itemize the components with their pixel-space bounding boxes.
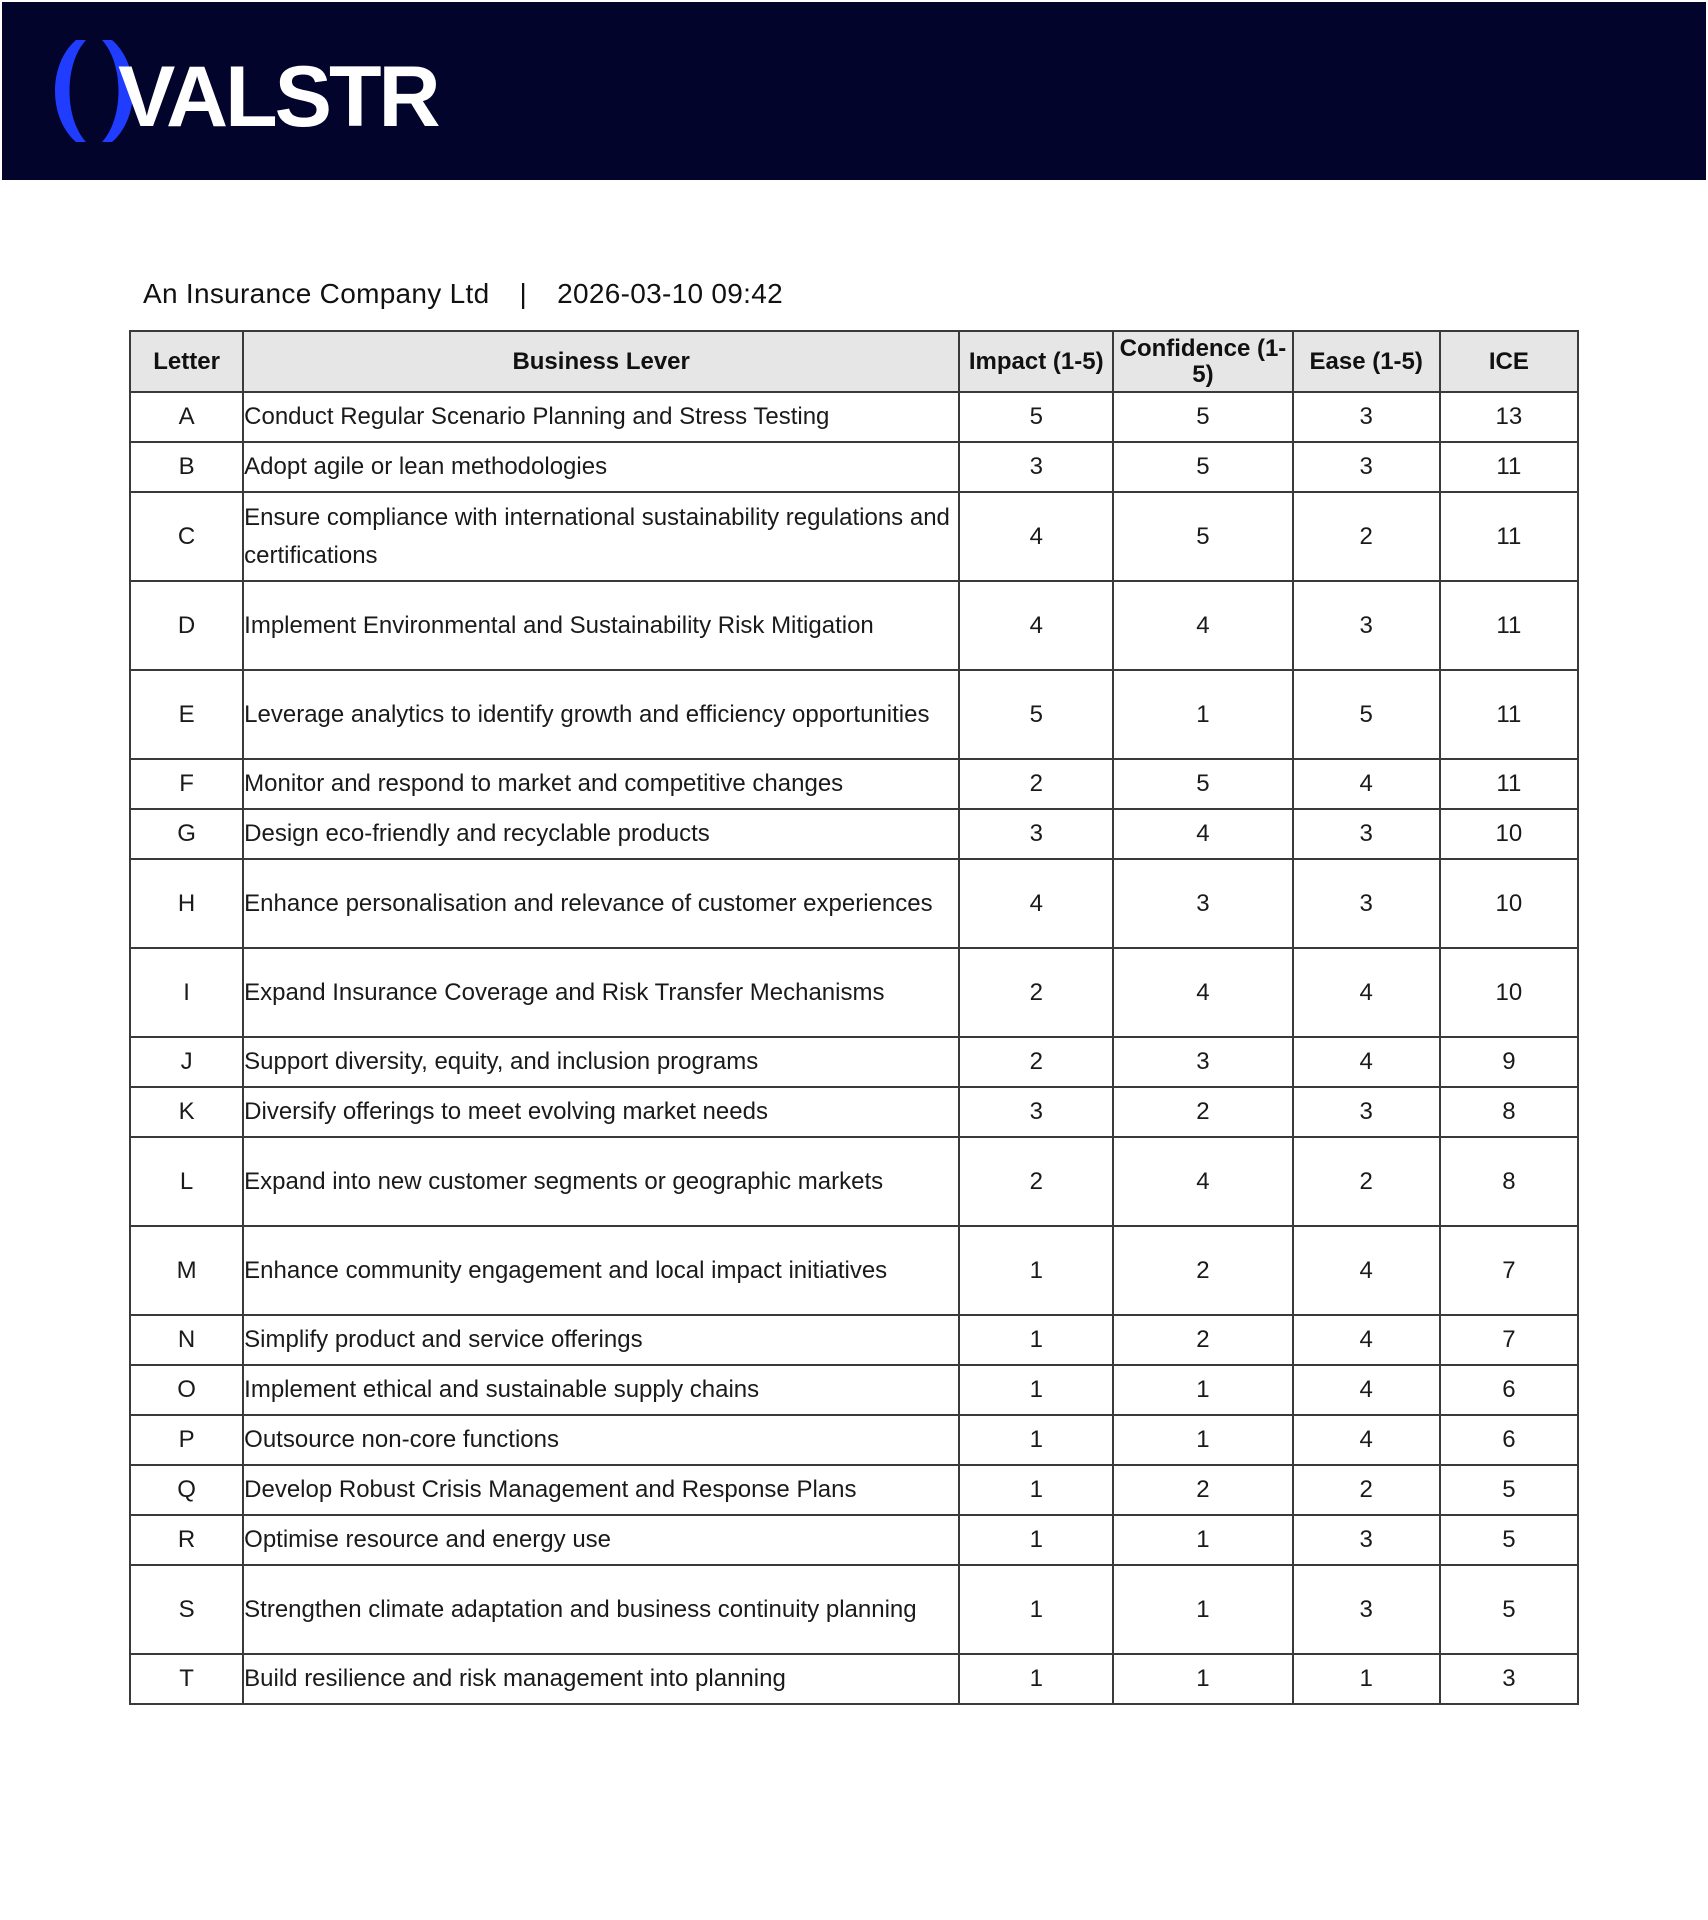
- cell-confidence: 2: [1113, 1087, 1292, 1137]
- table-row: [130, 392, 1578, 442]
- cell-ease: 3: [1293, 859, 1440, 948]
- cell-ice: 11: [1440, 759, 1578, 809]
- cell-ice: 11: [1440, 581, 1578, 670]
- cell-letter: K: [130, 1087, 243, 1137]
- cell-ease: 4: [1293, 1037, 1440, 1087]
- cell-impact: 2: [959, 948, 1113, 1037]
- cell-impact: 1: [959, 1465, 1113, 1515]
- cell-ease: 4: [1293, 1315, 1440, 1365]
- valstr-logo: [42, 36, 462, 146]
- cell-business-lever: Implement ethical and sustainable supply chains: [243, 1365, 959, 1415]
- cell-ice: 9: [1440, 1037, 1578, 1087]
- cell-impact: 5: [959, 670, 1113, 759]
- table-row: [130, 948, 1578, 1037]
- cell-ease: 3: [1293, 1087, 1440, 1137]
- cell-ease: 2: [1293, 1137, 1440, 1226]
- cell-ice: 11: [1440, 442, 1578, 492]
- cell-ease: 2: [1293, 1465, 1440, 1515]
- cell-ice: 5: [1440, 1465, 1578, 1515]
- cell-letter: O: [130, 1365, 243, 1415]
- cell-letter: F: [130, 759, 243, 809]
- cell-ease: 4: [1293, 1226, 1440, 1315]
- cell-letter: A: [130, 392, 243, 442]
- company-name: An Insurance Company Ltd: [143, 278, 490, 309]
- cell-ease: 5: [1293, 670, 1440, 759]
- cell-letter: L: [130, 1137, 243, 1226]
- cell-letter: R: [130, 1515, 243, 1565]
- table-row: [130, 1654, 1578, 1704]
- cell-impact: 4: [959, 859, 1113, 948]
- table-row: [130, 809, 1578, 859]
- table-row: [130, 1465, 1578, 1515]
- table-row: [130, 1415, 1578, 1465]
- cell-business-lever: Build resilience and risk management into planning: [243, 1654, 959, 1704]
- cell-impact: 1: [959, 1654, 1113, 1704]
- cell-impact: 1: [959, 1515, 1113, 1565]
- column-header-confidence: Confidence (1-5): [1113, 331, 1292, 392]
- header-banner: [2, 2, 1706, 180]
- cell-business-lever: Diversify offerings to meet evolving market needs: [243, 1087, 959, 1137]
- cell-ice: 11: [1440, 492, 1578, 581]
- cell-business-lever: Outsource non-core functions: [243, 1415, 959, 1465]
- cell-letter: D: [130, 581, 243, 670]
- cell-impact: 3: [959, 809, 1113, 859]
- cell-ease: 1: [1293, 1654, 1440, 1704]
- cell-impact: 1: [959, 1365, 1113, 1415]
- cell-confidence: 5: [1113, 759, 1292, 809]
- cell-letter: B: [130, 442, 243, 492]
- table-row: [130, 492, 1578, 581]
- cell-ice: 5: [1440, 1515, 1578, 1565]
- cell-confidence: 5: [1113, 442, 1292, 492]
- cell-impact: 1: [959, 1226, 1113, 1315]
- table-row: [130, 1315, 1578, 1365]
- cell-ease: 4: [1293, 759, 1440, 809]
- cell-letter: N: [130, 1315, 243, 1365]
- cell-ease: 4: [1293, 1415, 1440, 1465]
- cell-letter: H: [130, 859, 243, 948]
- cell-business-lever: Adopt agile or lean methodologies: [243, 442, 959, 492]
- cell-letter: S: [130, 1565, 243, 1654]
- cell-letter: E: [130, 670, 243, 759]
- cell-confidence: 2: [1113, 1226, 1292, 1315]
- cell-impact: 2: [959, 1137, 1113, 1226]
- table-row: [130, 1137, 1578, 1226]
- table-row: [130, 1365, 1578, 1415]
- cell-business-lever: Enhance community engagement and local impact initiatives: [243, 1226, 959, 1315]
- cell-ease: 3: [1293, 442, 1440, 492]
- cell-ease: 3: [1293, 809, 1440, 859]
- meta-separator: |: [519, 278, 528, 309]
- cell-ice: 5: [1440, 1565, 1578, 1654]
- cell-letter: G: [130, 809, 243, 859]
- cell-letter: C: [130, 492, 243, 581]
- table-row: [130, 1565, 1578, 1654]
- cell-ice: 8: [1440, 1087, 1578, 1137]
- cell-business-lever: Design eco-friendly and recyclable products: [243, 809, 959, 859]
- cell-confidence: 4: [1113, 1137, 1292, 1226]
- report-meta: [143, 278, 783, 310]
- cell-business-lever: Expand into new customer segments or geographic markets: [243, 1137, 959, 1226]
- cell-business-lever: Enhance personalisation and relevance of customer experiences: [243, 859, 959, 948]
- report-timestamp: 2026-03-10 09:42: [557, 278, 783, 309]
- logo-wordmark: VALSTR: [118, 49, 438, 145]
- table-row: [130, 581, 1578, 670]
- cell-letter: J: [130, 1037, 243, 1087]
- cell-business-lever: Strengthen climate adaptation and business continuity planning: [243, 1565, 959, 1654]
- cell-ease: 3: [1293, 1515, 1440, 1565]
- cell-impact: 2: [959, 1037, 1113, 1087]
- cell-ease: 4: [1293, 1365, 1440, 1415]
- cell-confidence: 5: [1113, 392, 1292, 442]
- cell-ice: 11: [1440, 670, 1578, 759]
- cell-confidence: 1: [1113, 1565, 1292, 1654]
- cell-ease: 3: [1293, 581, 1440, 670]
- table-row: [130, 1226, 1578, 1315]
- cell-confidence: 1: [1113, 1515, 1292, 1565]
- table-row: [130, 670, 1578, 759]
- cell-confidence: 4: [1113, 948, 1292, 1037]
- cell-ice: 7: [1440, 1315, 1578, 1365]
- cell-ease: 3: [1293, 392, 1440, 442]
- cell-confidence: 2: [1113, 1465, 1292, 1515]
- table-row: [130, 859, 1578, 948]
- cell-letter: T: [130, 1654, 243, 1704]
- cell-ice: 3: [1440, 1654, 1578, 1704]
- cell-business-lever: Implement Environmental and Sustainability Risk Mitigation: [243, 581, 959, 670]
- cell-ease: 2: [1293, 492, 1440, 581]
- cell-ice: 13: [1440, 392, 1578, 442]
- cell-confidence: 4: [1113, 581, 1292, 670]
- cell-ice: 10: [1440, 859, 1578, 948]
- cell-ice: 10: [1440, 948, 1578, 1037]
- cell-confidence: 1: [1113, 670, 1292, 759]
- cell-ease: 4: [1293, 948, 1440, 1037]
- table-row: [130, 1515, 1578, 1565]
- cell-ice: 6: [1440, 1415, 1578, 1465]
- ice-table: [129, 330, 1579, 1705]
- cell-impact: 1: [959, 1565, 1113, 1654]
- cell-business-lever: Simplify product and service offerings: [243, 1315, 959, 1365]
- cell-confidence: 2: [1113, 1315, 1292, 1365]
- column-header-ice: ICE: [1440, 331, 1578, 392]
- cell-business-lever: Leverage analytics to identify growth and efficiency opportunities: [243, 670, 959, 759]
- cell-impact: 3: [959, 442, 1113, 492]
- cell-business-lever: Optimise resource and energy use: [243, 1515, 959, 1565]
- cell-confidence: 1: [1113, 1365, 1292, 1415]
- cell-ice: 10: [1440, 809, 1578, 859]
- table-row: [130, 1087, 1578, 1137]
- cell-business-lever: Monitor and respond to market and competitive changes: [243, 759, 959, 809]
- cell-impact: 4: [959, 581, 1113, 670]
- cell-letter: P: [130, 1415, 243, 1465]
- cell-impact: 1: [959, 1415, 1113, 1465]
- cell-business-lever: Develop Robust Crisis Management and Response Plans: [243, 1465, 959, 1515]
- column-header-ease: Ease (1-5): [1293, 331, 1440, 392]
- cell-confidence: 1: [1113, 1415, 1292, 1465]
- cell-confidence: 5: [1113, 492, 1292, 581]
- cell-ice: 8: [1440, 1137, 1578, 1226]
- column-header-letter: Letter: [130, 331, 243, 392]
- cell-ease: 3: [1293, 1565, 1440, 1654]
- table-header-row: [130, 331, 1578, 392]
- cell-letter: I: [130, 948, 243, 1037]
- cell-business-lever: Expand Insurance Coverage and Risk Transfer Mechanisms: [243, 948, 959, 1037]
- cell-letter: M: [130, 1226, 243, 1315]
- cell-confidence: 3: [1113, 1037, 1292, 1087]
- cell-business-lever: Ensure compliance with international sustainability regulations and certifications: [243, 492, 959, 581]
- table-row: [130, 442, 1578, 492]
- cell-confidence: 3: [1113, 859, 1292, 948]
- cell-ice: 7: [1440, 1226, 1578, 1315]
- cell-business-lever: Support diversity, equity, and inclusion programs: [243, 1037, 959, 1087]
- cell-confidence: 4: [1113, 809, 1292, 859]
- column-header-impact: Impact (1-5): [959, 331, 1113, 392]
- cell-letter: Q: [130, 1465, 243, 1515]
- column-header-business-lever: Business Lever: [243, 331, 959, 392]
- cell-business-lever: Conduct Regular Scenario Planning and Stress Testing: [243, 392, 959, 442]
- cell-confidence: 1: [1113, 1654, 1292, 1704]
- cell-impact: 4: [959, 492, 1113, 581]
- cell-impact: 3: [959, 1087, 1113, 1137]
- logo-bracket-left-icon: [55, 40, 86, 142]
- cell-ice: 6: [1440, 1365, 1578, 1415]
- table-row: [130, 759, 1578, 809]
- cell-impact: 1: [959, 1315, 1113, 1365]
- cell-impact: 2: [959, 759, 1113, 809]
- cell-impact: 5: [959, 392, 1113, 442]
- table-row: [130, 1037, 1578, 1087]
